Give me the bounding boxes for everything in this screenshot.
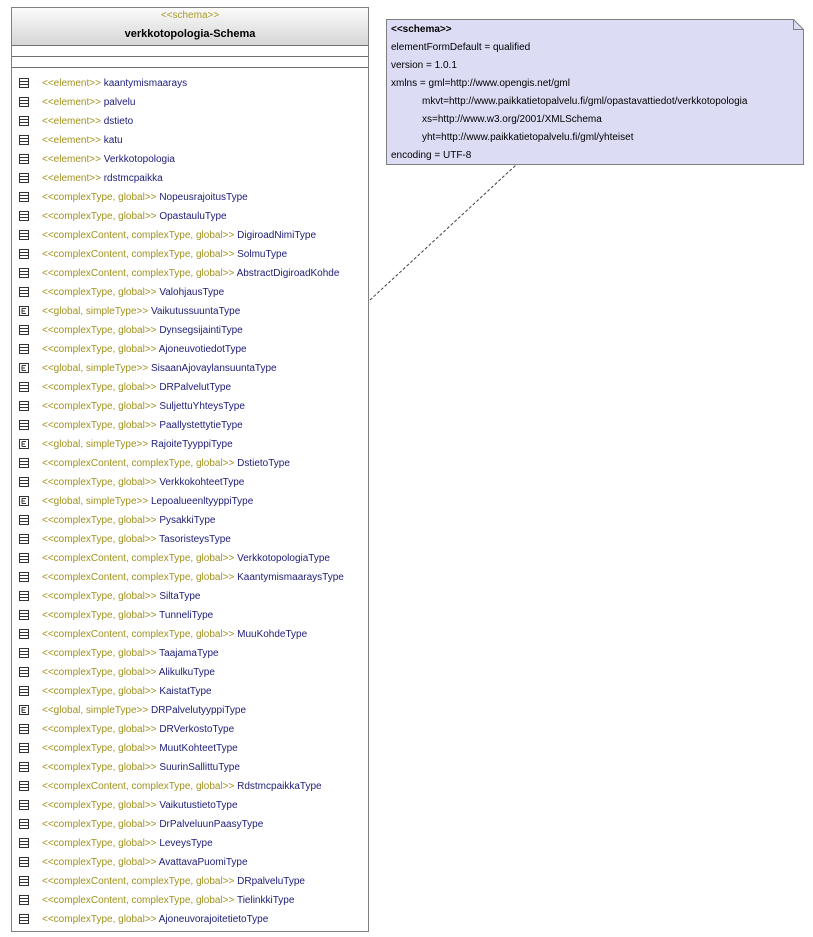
schema-item-label [42, 226, 316, 245]
schema-item[interactable] [12, 397, 368, 416]
class-stereotype: <<schema>> [160, 10, 220, 21]
table-icon [19, 686, 29, 696]
note-row: xs=http://www.w3.org/2001/XMLSchema [422, 114, 602, 125]
table-icon [19, 78, 29, 88]
schema-class-box[interactable] [11, 7, 369, 932]
note-content [391, 21, 747, 165]
schema-item-label [42, 188, 248, 207]
item-stereotype: <<element>> [42, 135, 101, 146]
item-name: VaikutustietoType [159, 800, 238, 811]
schema-note[interactable] [386, 19, 804, 165]
table-icon [19, 895, 29, 905]
item-name: PysakkiType [159, 515, 216, 526]
schema-item-label [42, 587, 200, 606]
note-row: encoding = UTF-8 [391, 150, 472, 161]
schema-item[interactable] [12, 758, 368, 777]
schema-item-label [42, 663, 215, 682]
schema-item[interactable] [12, 169, 368, 188]
item-name: VaikutussuuntaType [150, 306, 241, 317]
item-stereotype: <<complexType, global>> [42, 724, 157, 735]
item-stereotype: <<element>> [42, 78, 101, 89]
note-row: xmlns = gml=http://www.opengis.net/gml [391, 78, 570, 89]
table-icon [19, 838, 29, 848]
table-icon [19, 382, 29, 392]
table-icon [19, 211, 29, 221]
table-icon [19, 876, 29, 886]
schema-item[interactable] [12, 93, 368, 112]
item-name: RdstmcpaikkaType [237, 781, 322, 792]
schema-item[interactable] [12, 796, 368, 815]
schema-item[interactable] [12, 739, 368, 758]
table-icon [19, 458, 29, 468]
item-name: SiltaType [159, 591, 201, 602]
item-name: DrPalveluunPaasyType [159, 819, 264, 830]
table-icon [19, 192, 29, 202]
schema-item[interactable] [12, 112, 368, 131]
table-icon [19, 116, 29, 126]
schema-item[interactable] [12, 891, 368, 910]
table-icon [19, 819, 29, 829]
enum-icon [19, 496, 29, 506]
item-stereotype: <<complexType, global>> [42, 211, 157, 222]
schema-item[interactable] [12, 131, 368, 150]
table-icon [19, 401, 29, 411]
item-stereotype: <<complexType, global>> [42, 477, 157, 488]
schema-item-label [42, 682, 212, 701]
item-stereotype: <<complexType, global>> [42, 743, 157, 754]
schema-item[interactable] [12, 150, 368, 169]
table-icon [19, 249, 29, 259]
schema-item-label [42, 150, 175, 169]
schema-item-label [42, 473, 244, 492]
table-icon [19, 230, 29, 240]
table-icon [19, 287, 29, 297]
item-name: DRVerkostoType [159, 724, 235, 735]
item-stereotype: <<element>> [42, 154, 101, 165]
schema-item[interactable] [12, 853, 368, 872]
item-name: dstieto [103, 116, 134, 127]
table-icon [19, 344, 29, 354]
schema-item-label [42, 131, 123, 150]
item-name: VerkkokohteetType [159, 477, 245, 488]
schema-item-label [42, 74, 187, 93]
item-stereotype: <<complexType, global>> [42, 287, 157, 298]
item-stereotype: <<complexContent, complexType, global>> [42, 572, 235, 583]
schema-item-label [42, 568, 344, 587]
item-stereotype: <<complexType, global>> [42, 838, 157, 849]
schema-item[interactable] [12, 226, 368, 245]
schema-item-label [42, 834, 213, 853]
table-icon [19, 477, 29, 487]
item-stereotype: <<complexType, global>> [42, 800, 157, 811]
item-stereotype: <<complexType, global>> [42, 382, 157, 393]
schema-item[interactable] [12, 720, 368, 739]
item-name: AbstractDigiroadKohde [236, 268, 340, 279]
schema-item-label [42, 93, 135, 112]
note-rows [391, 39, 747, 165]
note-title: <<schema>> [391, 24, 452, 35]
schema-item[interactable] [12, 663, 368, 682]
item-name: DRPalvelutyyppiType [150, 705, 247, 716]
schema-item[interactable] [12, 625, 368, 644]
schema-item-label [42, 872, 305, 891]
schema-item-label [42, 853, 248, 872]
schema-item-label [42, 112, 133, 131]
schema-item[interactable] [12, 74, 368, 93]
item-stereotype: <<global, simpleType>> [42, 306, 149, 317]
table-icon [19, 97, 29, 107]
item-stereotype: <<complexType, global>> [42, 420, 157, 431]
enum-icon [19, 439, 29, 449]
item-name: ValohjausType [159, 287, 225, 298]
item-name: LepoalueenltyyppiType [150, 496, 254, 507]
schema-item[interactable] [12, 530, 368, 549]
table-icon [19, 325, 29, 335]
table-icon [19, 553, 29, 563]
item-name: TaajamaType [159, 648, 219, 659]
schema-item[interactable] [12, 302, 368, 321]
item-stereotype: <<complexContent, complexType, global>> [42, 268, 235, 279]
schema-item[interactable] [12, 777, 368, 796]
table-icon [19, 667, 29, 677]
table-icon [19, 135, 29, 145]
schema-item[interactable] [12, 264, 368, 283]
item-name: KaantymismaaraysType [237, 572, 344, 583]
item-stereotype: <<complexType, global>> [42, 534, 157, 545]
item-name: katu [103, 135, 123, 146]
schema-item-label [42, 891, 294, 910]
table-icon [19, 173, 29, 183]
schema-item-label [42, 720, 234, 739]
item-name: DigiroadNimiType [237, 230, 317, 241]
class-header [12, 8, 368, 46]
item-stereotype: <<complexContent, complexType, global>> [42, 230, 235, 241]
item-name: SuurinSallittuType [159, 762, 240, 773]
item-name: TielinkkiType [236, 895, 295, 906]
item-name: OpastauluType [159, 211, 227, 222]
item-name: AjoneuvotiedotType [158, 344, 247, 355]
item-stereotype: <<global, simpleType>> [42, 496, 149, 507]
enum-icon [19, 306, 29, 316]
item-name: DRPalvelutType [159, 382, 232, 393]
table-icon [19, 610, 29, 620]
item-name: kaantymismaarays [103, 78, 188, 89]
schema-item-list [12, 74, 368, 929]
table-icon [19, 800, 29, 810]
table-icon [19, 420, 29, 430]
schema-item[interactable] [12, 435, 368, 454]
item-stereotype: <<complexType, global>> [42, 610, 157, 621]
schema-item[interactable] [12, 416, 368, 435]
schema-item[interactable] [12, 815, 368, 834]
table-icon [19, 914, 29, 924]
schema-item-label [42, 340, 247, 359]
item-stereotype: <<complexContent, complexType, global>> [42, 895, 235, 906]
item-name: AvattavaPuomiType [158, 857, 248, 868]
table-icon [19, 154, 29, 164]
schema-item[interactable] [12, 207, 368, 226]
item-stereotype: <<complexType, global>> [42, 686, 157, 697]
schema-item-label [42, 606, 213, 625]
schema-item-label [42, 302, 240, 321]
item-name: DynsegsijaintiType [159, 325, 243, 336]
item-name: TunneliType [159, 610, 214, 621]
attributes-compartment [12, 46, 368, 57]
table-icon [19, 648, 29, 658]
schema-item-label [42, 910, 268, 929]
schema-item-label [42, 530, 231, 549]
schema-item[interactable] [12, 872, 368, 891]
item-name: SuljettuYhteysType [159, 401, 245, 412]
item-stereotype: <<complexType, global>> [42, 667, 157, 678]
schema-item-label [42, 549, 330, 568]
item-stereotype: <<global, simpleType>> [42, 705, 149, 716]
schema-item[interactable] [12, 910, 368, 929]
item-name: SisaanAjovaylansuuntaType [150, 363, 277, 374]
schema-item-label [42, 739, 238, 758]
note-row: mkvt=http://www.paikkatietopalvelu.fi/gml/opastavattiedot/verkkotopologia [422, 96, 748, 107]
item-stereotype: <<complexContent, complexType, global>> [42, 629, 235, 640]
item-stereotype: <<global, simpleType>> [42, 439, 149, 450]
item-stereotype: <<complexType, global>> [42, 325, 157, 336]
item-stereotype: <<complexContent, complexType, global>> [42, 553, 235, 564]
schema-item-label [42, 777, 322, 796]
schema-item-label [42, 169, 163, 188]
item-name: NopeusrajoitusType [159, 192, 248, 203]
note-row: yht=http://www.paikkatietopalvelu.fi/gml/yhteiset [422, 132, 634, 143]
schema-item-label [42, 625, 307, 644]
schema-item-label [42, 283, 224, 302]
schema-item-label [42, 701, 246, 720]
item-stereotype: <<complexType, global>> [42, 591, 157, 602]
schema-item-label [42, 264, 339, 283]
enum-icon [19, 705, 29, 715]
schema-item[interactable] [12, 568, 368, 587]
item-name: DstietoType [237, 458, 290, 469]
schema-item[interactable] [12, 378, 368, 397]
table-icon [19, 724, 29, 734]
item-stereotype: <<complexType, global>> [42, 192, 157, 203]
item-stereotype: <<complexType, global>> [42, 762, 157, 773]
schema-item[interactable] [12, 454, 368, 473]
schema-item[interactable] [12, 188, 368, 207]
schema-item-label [42, 207, 227, 226]
enum-icon [19, 363, 29, 373]
item-stereotype: <<complexType, global>> [42, 857, 157, 868]
schema-item-label [42, 416, 243, 435]
item-stereotype: <<complexContent, complexType, global>> [42, 249, 235, 260]
schema-item[interactable] [12, 606, 368, 625]
schema-item[interactable] [12, 492, 368, 511]
schema-item[interactable] [12, 321, 368, 340]
item-name: Verkkotopologia [103, 154, 175, 165]
operations-compartment [12, 57, 368, 68]
item-stereotype: <<global, simpleType>> [42, 363, 149, 374]
item-name: PaallystettytieType [159, 420, 243, 431]
item-stereotype: <<complexContent, complexType, global>> [42, 458, 235, 469]
item-name: MuuKohdeType [237, 629, 308, 640]
schema-item-label [42, 397, 245, 416]
schema-item-label [42, 511, 215, 530]
schema-item-label [42, 378, 231, 397]
schema-item[interactable] [12, 359, 368, 378]
item-stereotype: <<element>> [42, 97, 101, 108]
item-stereotype: <<complexContent, complexType, global>> [42, 781, 235, 792]
item-name: VerkkotopologiaType [237, 553, 330, 564]
schema-item[interactable] [12, 701, 368, 720]
schema-item-label [42, 758, 240, 777]
table-icon [19, 629, 29, 639]
schema-item-label [42, 435, 233, 454]
schema-item[interactable] [12, 587, 368, 606]
item-name: SolmuType [237, 249, 288, 260]
schema-item[interactable] [12, 283, 368, 302]
schema-item-label [42, 245, 287, 264]
item-name: AjoneuvorajoitetietoType [158, 914, 269, 925]
item-stereotype: <<complexType, global>> [42, 344, 157, 355]
schema-item-label [42, 359, 277, 378]
item-name: LeveysType [159, 838, 213, 849]
schema-item-label [42, 644, 219, 663]
item-stereotype: <<complexType, global>> [42, 819, 157, 830]
schema-item-label [42, 492, 253, 511]
item-name: KaistatType [159, 686, 212, 697]
item-name: RajoiteTyyppiType [150, 439, 233, 450]
item-stereotype: <<complexType, global>> [42, 648, 157, 659]
item-name: MuutKohteetType [159, 743, 238, 754]
table-icon [19, 268, 29, 278]
schema-item-label [42, 454, 290, 473]
item-stereotype: <<element>> [42, 173, 101, 184]
item-stereotype: <<element>> [42, 116, 101, 127]
schema-item[interactable] [12, 340, 368, 359]
table-icon [19, 762, 29, 772]
schema-item-label [42, 796, 238, 815]
table-icon [19, 572, 29, 582]
item-stereotype: <<complexContent, complexType, global>> [42, 876, 235, 887]
item-name: rdstmcpaikka [103, 173, 163, 184]
note-row: version = 1.0.1 [391, 60, 457, 71]
item-name: AlikulkuType [158, 667, 215, 678]
table-icon [19, 591, 29, 601]
schema-item[interactable] [12, 682, 368, 701]
schema-item[interactable] [12, 644, 368, 663]
table-icon [19, 743, 29, 753]
schema-item-label [42, 321, 243, 340]
table-icon [19, 515, 29, 525]
item-stereotype: <<complexType, global>> [42, 515, 157, 526]
class-name: verkkotopologia-Schema [124, 28, 256, 40]
schema-item-label [42, 815, 263, 834]
table-icon [19, 534, 29, 544]
schema-item[interactable] [12, 549, 368, 568]
item-stereotype: <<complexType, global>> [42, 401, 157, 412]
schema-item[interactable] [12, 245, 368, 264]
item-name: palvelu [103, 97, 136, 108]
item-stereotype: <<complexType, global>> [42, 914, 157, 925]
schema-item[interactable] [12, 511, 368, 530]
schema-item[interactable] [12, 834, 368, 853]
item-name: TasoristeysType [159, 534, 231, 545]
note-row: elementFormDefault = qualified [391, 42, 531, 53]
table-icon [19, 857, 29, 867]
schema-item[interactable] [12, 473, 368, 492]
table-icon [19, 781, 29, 791]
item-name: DRpalveluType [237, 876, 305, 887]
